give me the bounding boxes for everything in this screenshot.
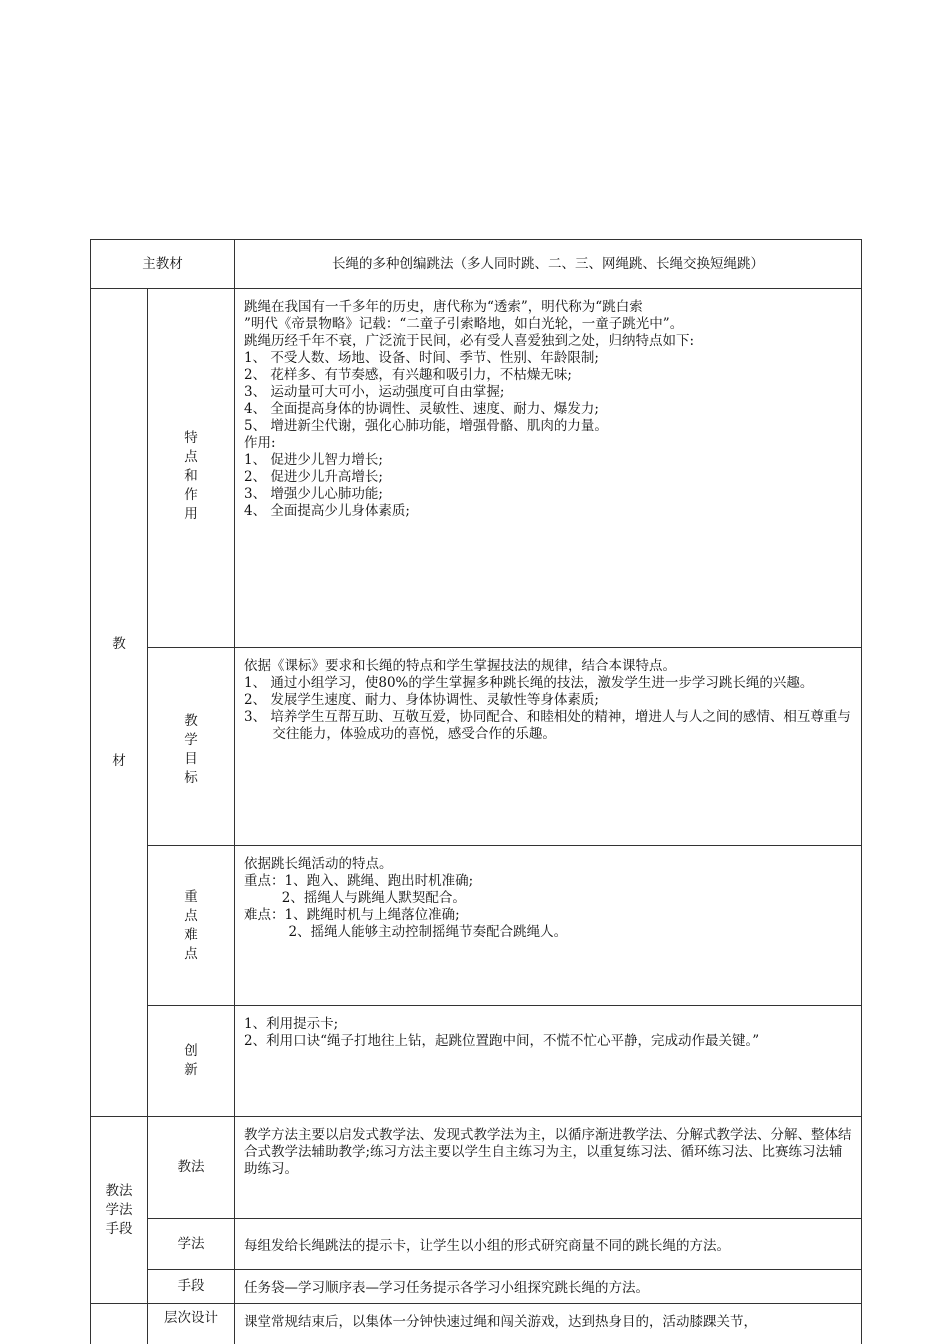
learning-method-label: 学法 xyxy=(148,1219,235,1270)
features-line: ”明代《帝景物略》记载：“二童子引索略地，如白光轮，一童子跳光中”。 xyxy=(244,316,684,332)
features-line: 1、 促进少儿智力增长; xyxy=(244,452,383,468)
innovation-label: 创 新 xyxy=(148,1006,235,1117)
features-content xyxy=(235,289,862,648)
difficulty-1: 难点：1、跳绳时机与上绳落位准确; xyxy=(244,907,460,923)
textbook-label-char: 材 xyxy=(112,752,126,769)
main-material-value: 长绳的多种创编跳法（多人同时跳、二、三、网绳跳、长绳交换短绳跳） xyxy=(235,240,862,289)
features-line: 跳绳在我国有一千多年的历史，唐代称为“透索”，明代称为“跳白索 xyxy=(244,299,643,315)
innovation-item: 1、利用提示卡; xyxy=(244,1016,339,1032)
textbook-label-char: 教 xyxy=(112,635,126,652)
goals-label: 教 学 目 标 xyxy=(148,648,235,846)
features-row xyxy=(91,289,862,648)
means-content: 任务袋—学习顺序表—学习任务提示各学习小组探究跳长绳的方法。 xyxy=(235,1270,862,1304)
features-line: 5、 增进新尘代谢，强化心肺功能，增强骨骼、肌肉的力量。 xyxy=(244,418,608,434)
means-label: 手段 xyxy=(148,1270,235,1304)
main-material-row xyxy=(91,240,862,289)
innovation-row xyxy=(91,1006,862,1117)
features-line: 3、 运动量可大可小，运动强度可自由掌握; xyxy=(244,384,505,400)
goals-item: 1、 通过小组学习，使80%的学生掌握多种跳长绳的技法，激发学生进一步学习跳长绳的兴趣。 xyxy=(244,675,814,691)
goals-intro: 依据《课标》要求和长绳的特点和学生掌握技法的规律，结合本课特点。 xyxy=(244,658,676,674)
goals-item: 2、 发展学生速度、耐力、身体协调性、灵敏性等身体素质; xyxy=(244,692,599,708)
methods-label: 教法 学法 手段 xyxy=(91,1117,148,1304)
features-line: 4、 全面提高少儿身体素质; xyxy=(244,503,410,519)
key-points-label: 重 点 难 点 xyxy=(148,846,235,1006)
lesson-plan-table xyxy=(90,239,862,1344)
learning-method-content: 每组发给长绳跳法的提示卡，让学生以小组的形式研究商量不同的跳长绳的方法。 xyxy=(235,1219,862,1270)
level-design-content: 课堂常规结束后，以集体一分钟快速过绳和闯关游戏，达到热身目的，活动膝踝关节， xyxy=(235,1304,862,1344)
goals-content xyxy=(235,648,862,846)
key-point-1: 重点：1、跑入、跳绳、跑出时机准确; xyxy=(244,873,474,889)
features-line: 2、 花样多、有节奏感，有兴趣和吸引力，不枯燥无味; xyxy=(244,367,572,383)
features-line: 4、 全面提高身体的协调性、灵敏性、速度、耐力、爆发力; xyxy=(244,401,599,417)
goals-row xyxy=(91,648,862,846)
features-label: 特 点 和 作 用 xyxy=(148,289,235,648)
difficulty-2: 2、摇绳人能够主动控制摇绳节奏配合跳绳人。 xyxy=(288,924,568,940)
key-points-intro: 依据跳长绳活动的特点。 xyxy=(244,856,393,872)
learning-method-row xyxy=(91,1219,862,1270)
innovation-content xyxy=(235,1006,862,1117)
key-point-2: 2、摇绳人与跳绳人默契配合。 xyxy=(281,890,466,906)
features-line: 2、 促进少儿升高增长; xyxy=(244,469,383,485)
textbook-label xyxy=(91,289,148,1117)
innovation-item: 2、利用口诀“绳子打地往上钻，起跳位置跑中间，不慌不忙心平静，完成动作最关键。” xyxy=(244,1033,760,1049)
main-material-label: 主教材 xyxy=(91,240,235,289)
features-line: 跳绳历经千年不衰，广泛流于民间，必有受人喜爱独到之处，归纳特点如下: xyxy=(244,333,695,349)
features-line: 作用: xyxy=(244,435,276,451)
key-points-content xyxy=(235,846,862,1006)
features-line: 1、 不受人数、场地、设备、时间、季节、性别、年龄限制; xyxy=(244,350,599,366)
teaching-method-label: 教法 xyxy=(148,1117,235,1219)
teaching-method-content: 教学方法主要以启发式教学法、发现式教学法为主，以循序渐进教学法、分解式教学法、分解、整体结合式教学法辅助教学;练习方法主要以学生自主练习为主，以重复练习法、循环练习法、比赛练习法辅助练习。 xyxy=(235,1117,862,1219)
key-points-row xyxy=(91,846,862,1006)
goals-item: 3、 培养学生互帮互助、互敬互爱，协同配合、和睦相处的精神，增进人与人之间的感情、相互尊重与交往能力，体验成功的喜悦，感受合作的乐趣。 xyxy=(244,709,851,742)
level-design-label: 层次设计 xyxy=(148,1304,235,1344)
features-line: 3、 增强少儿心肺功能; xyxy=(244,486,383,502)
level-design-row xyxy=(91,1304,862,1344)
teaching-method-row xyxy=(91,1117,862,1219)
means-row xyxy=(91,1270,862,1304)
